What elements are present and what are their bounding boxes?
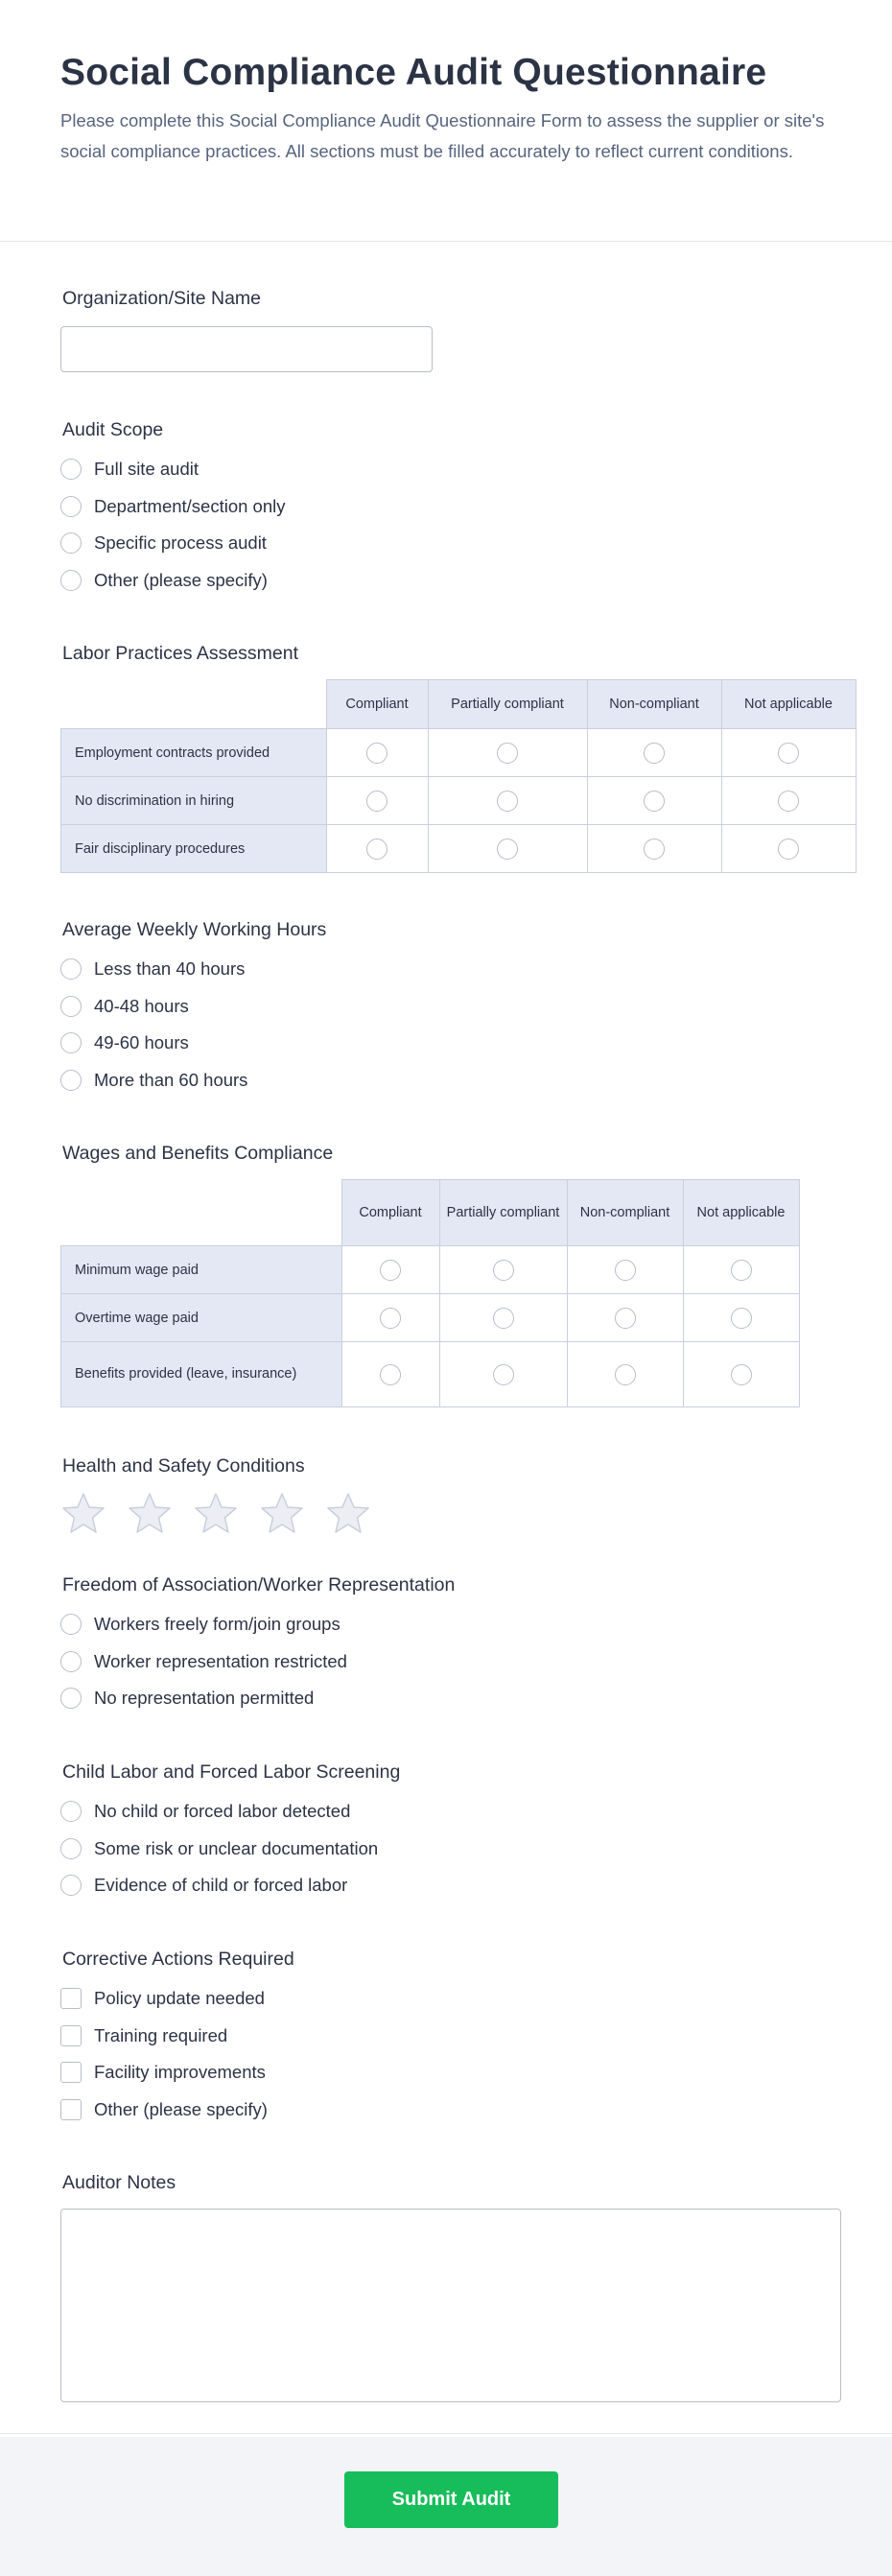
matrix-column-header: Not applicable [721,680,856,729]
notes-textarea[interactable] [60,2209,841,2402]
matrix-radio[interactable] [493,1308,514,1329]
option-label: Department/section only [94,495,286,516]
matrix-radio[interactable] [615,1260,636,1281]
option-label: Other (please specify) [94,569,268,590]
option-label: 49-60 hours [94,1032,189,1053]
matrix-radio[interactable] [493,1260,514,1281]
option-label: Facility improvements [94,2062,266,2083]
matrix-row [61,1246,800,1294]
matrix-radio[interactable] [615,1308,636,1329]
child-labor-label: Child Labor and Forced Labor Screening [62,1761,401,1783]
radio-button[interactable] [60,496,82,517]
radio-button[interactable] [60,570,82,591]
matrix-radio[interactable] [731,1308,752,1329]
corrective-option[interactable] [60,2054,294,2092]
child-labor-option[interactable] [60,1831,400,1868]
option-label: Worker representation restricted [94,1650,347,1671]
star-icon[interactable] [193,1491,239,1535]
option-label: No child or forced labor detected [94,1801,351,1822]
checkbox[interactable] [60,1988,82,2009]
notes-label: Auditor Notes [62,2172,176,2193]
audit-scope-option[interactable] [60,488,286,526]
radio-button[interactable] [60,1688,82,1709]
labor-practices-question [60,643,857,873]
corrective-option[interactable] [60,1980,294,2018]
wages-label: Wages and Benefits Compliance [62,1143,334,1164]
matrix-radio[interactable] [778,743,799,764]
radio-button[interactable] [60,1651,82,1672]
notes-question [60,2172,841,2402]
star-icon[interactable] [127,1491,173,1535]
corrective-question [60,1949,294,2128]
org-name-input[interactable] [60,326,433,372]
corrective-label: Corrective Actions Required [62,1949,294,1970]
matrix-row-header: Fair disciplinary procedures [61,825,327,873]
matrix-radio[interactable] [366,791,387,812]
matrix-row-header: Minimum wage paid [61,1246,342,1294]
option-label: No representation permitted [94,1688,315,1709]
option-label: Some risk or unclear documentation [94,1837,379,1858]
matrix-corner [61,680,327,729]
option-label: More than 60 hours [94,1069,248,1090]
option-label: Workers freely form/join groups [94,1614,340,1635]
star-icon[interactable] [60,1491,106,1535]
matrix-radio[interactable] [493,1364,514,1385]
matrix-row [61,825,857,873]
freedom-label: Freedom of Association/Worker Representation [62,1574,456,1595]
child-labor-option[interactable] [60,1793,400,1831]
star-rating [60,1491,391,1535]
freedom-option[interactable] [60,1680,455,1717]
checkbox[interactable] [60,2062,82,2083]
radio-button[interactable] [60,459,82,480]
matrix-row [61,777,857,825]
freedom-option[interactable] [60,1606,455,1643]
matrix-column-header: Compliant [326,680,428,729]
option-label: Less than 40 hours [94,958,246,980]
matrix-radio[interactable] [644,791,665,812]
matrix-corner [61,1180,342,1246]
matrix-radio[interactable] [380,1260,401,1281]
audit-scope-label: Audit Scope [62,419,164,440]
working-hours-label: Average Weekly Working Hours [62,919,327,940]
radio-button[interactable] [60,1838,82,1859]
star-icon[interactable] [259,1491,305,1535]
corrective-option[interactable] [60,2092,294,2129]
matrix-row [61,1342,800,1407]
matrix-radio[interactable] [497,791,518,812]
child-labor-option[interactable] [60,1867,400,1904]
checkbox[interactable] [60,2099,82,2120]
form-description: Please complete this Social Compliance Audit Questionnaire Form to assess the supplier or site's social compliance practices. All sections must be filled accurately to reflect current conditions. [60,110,825,161]
freedom-question [60,1574,455,1717]
matrix-radio[interactable] [380,1364,401,1385]
working-hours-question [60,919,326,1099]
matrix-radio[interactable] [497,743,518,764]
health-safety-question [60,1455,391,1535]
matrix-column-header: Compliant [341,1180,439,1246]
matrix-row-header: Overtime wage paid [61,1294,342,1342]
audit-scope-option[interactable] [60,451,286,488]
matrix-row [61,1294,800,1342]
star-icon[interactable] [325,1491,371,1535]
option-label: Policy update needed [94,1988,265,2009]
working-hours-option[interactable] [60,988,326,1026]
radio-button[interactable] [60,1614,82,1635]
audit-scope-option[interactable] [60,525,286,562]
working-hours-option[interactable] [60,951,326,988]
working-hours-option[interactable] [60,1025,326,1062]
matrix-radio[interactable] [380,1308,401,1329]
option-label: Training required [94,2024,228,2045]
option-label: Specific process audit [94,532,267,554]
page-title: Social Compliance Audit Questionnaire [60,52,767,93]
option-label: 40-48 hours [94,995,189,1016]
working-hours-option[interactable] [60,1062,326,1099]
matrix-radio[interactable] [644,839,665,860]
radio-button[interactable] [60,958,82,980]
matrix-column-header: Partially compliant [439,1180,567,1246]
radio-button[interactable] [60,996,82,1017]
matrix-radio[interactable] [644,743,665,764]
labor-practices-label: Labor Practices Assessment [62,643,299,664]
matrix-column-header: Not applicable [683,1180,799,1246]
radio-button[interactable] [60,532,82,554]
wages-matrix [60,1179,800,1407]
option-label: Full site audit [94,459,199,480]
matrix-radio[interactable] [731,1364,752,1385]
org-name-label: Organization/Site Name [62,288,262,309]
audit-scope-option[interactable] [60,562,286,600]
corrective-option[interactable] [60,2018,294,2055]
form-header [0,0,892,242]
matrix-radio[interactable] [615,1364,636,1385]
matrix-radio[interactable] [497,839,518,860]
matrix-radio[interactable] [731,1260,752,1281]
labor-practices-matrix [60,679,857,873]
freedom-option[interactable] [60,1643,455,1681]
child-labor-question [60,1761,400,1904]
matrix-column-header: Non-compliant [567,1180,683,1246]
footer-divider [0,2433,892,2434]
radio-button[interactable] [60,1801,82,1822]
submit-button[interactable]: Submit Audit [344,2471,558,2528]
health-safety-label: Health and Safety Conditions [62,1455,305,1477]
matrix-radio[interactable] [366,743,387,764]
wages-question [60,1143,800,1407]
radio-button[interactable] [60,1070,82,1091]
matrix-row-header: Employment contracts provided [61,729,327,777]
checkbox[interactable] [60,2025,82,2046]
audit-scope-question [60,419,286,599]
org-name-question [60,288,433,372]
option-label: Evidence of child or forced labor [94,1875,348,1896]
matrix-radio[interactable] [778,791,799,812]
matrix-row-header: Benefits provided (leave, insurance) [61,1342,342,1407]
radio-button[interactable] [60,1032,82,1053]
option-label: Other (please specify) [94,2098,268,2119]
matrix-radio[interactable] [366,839,387,860]
matrix-column-header: Partially compliant [428,680,587,729]
matrix-column-header: Non-compliant [587,680,721,729]
matrix-radio[interactable] [778,839,799,860]
matrix-row [61,729,857,777]
matrix-row-header: No discrimination in hiring [61,777,327,825]
radio-button[interactable] [60,1875,82,1896]
